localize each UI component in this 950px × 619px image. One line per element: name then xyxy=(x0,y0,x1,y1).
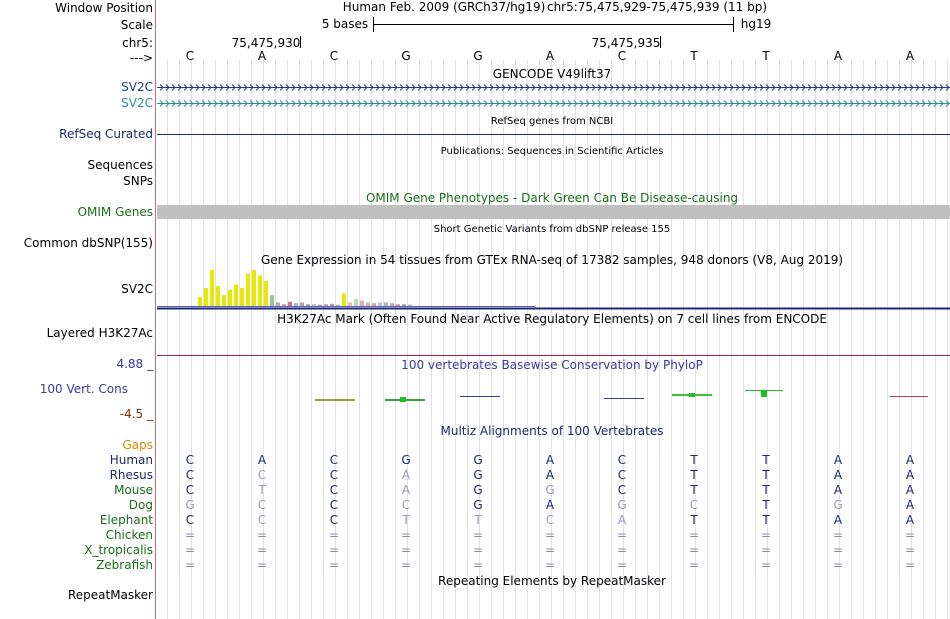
alignment-base: C xyxy=(185,468,195,482)
alignment-base: = xyxy=(688,528,700,542)
reference-base: T xyxy=(690,49,698,63)
alignment-base: C xyxy=(617,483,627,497)
alignment-base: A xyxy=(833,468,843,482)
alignment-base: C xyxy=(329,468,339,482)
alignment-base: = xyxy=(328,528,340,542)
alignment-base: C xyxy=(329,453,339,467)
pubs-label-sequences[interactable]: Sequences xyxy=(87,158,153,172)
species-label: X_tropicalis xyxy=(84,543,153,557)
alignment-base: T xyxy=(474,513,482,527)
window-position-label: Window Position xyxy=(55,1,153,15)
species-label: Human xyxy=(109,453,153,467)
chrom-label: chr5: xyxy=(122,36,153,50)
species-label: Elephant xyxy=(99,513,153,527)
alignment-base: T xyxy=(762,468,770,482)
multiz-title[interactable]: Multiz Alignments of 100 Vertebrates xyxy=(440,424,664,438)
alignment-base: G xyxy=(833,498,843,512)
alignment-base: = xyxy=(904,528,916,542)
alignment-base: = xyxy=(760,558,772,572)
coord-2: 75,475,935 xyxy=(591,36,661,50)
repeatmasker-label[interactable]: RepeatMasker xyxy=(67,588,153,602)
alignment-base: = xyxy=(688,558,700,572)
species-label: Dog xyxy=(128,498,153,512)
dbsnp-title[interactable]: Short Genetic Variants from dbSNP release 155 xyxy=(433,224,671,235)
phylop-max-label: 4.88 _ xyxy=(116,357,153,371)
alignment-base: A xyxy=(905,498,915,512)
reference-base: T xyxy=(762,49,770,63)
strand-label: ---> xyxy=(129,51,153,65)
reference-base: A xyxy=(905,49,915,63)
alignment-base: = xyxy=(544,528,556,542)
alignment-base: G xyxy=(473,468,483,482)
alignment-base: C xyxy=(329,483,339,497)
alignment-base: = xyxy=(184,558,196,572)
reference-base: A xyxy=(833,49,843,63)
assembly-text: Human Feb. 2009 (GRCh37/hg19) xyxy=(342,0,546,14)
refseq-title[interactable]: RefSeq genes from NCBI xyxy=(490,116,614,127)
alignment-base: T xyxy=(762,483,770,497)
alignment-base: G xyxy=(401,453,411,467)
alignment-base: C xyxy=(401,498,411,512)
alignment-base: = xyxy=(832,558,844,572)
alignment-base: C xyxy=(617,453,627,467)
alignment-base: A xyxy=(905,483,915,497)
alignment-base: = xyxy=(544,543,556,557)
alignment-base: = xyxy=(832,528,844,542)
omim-title[interactable]: OMIM Gene Phenotypes - Dark Green Can Be Disease-causing xyxy=(365,191,739,205)
alignment-base: G xyxy=(473,483,483,497)
alignment-base: A xyxy=(833,513,843,527)
alignment-base: G xyxy=(617,498,627,512)
alignment-base: A xyxy=(905,453,915,467)
alignment-base: C xyxy=(257,468,267,482)
scale-text: 5 bases xyxy=(321,17,369,31)
alignment-base: A xyxy=(545,453,555,467)
alignment-base: A xyxy=(401,483,411,497)
h3k27ac-title[interactable]: H3K27Ac Mark (Often Found Near Active Regulatory Elements) on 7 cell lines from ENCODE xyxy=(277,312,827,326)
alignment-base: C xyxy=(185,513,195,527)
phylop-title[interactable]: 100 vertebrates Basewise Conservation by PhyloP xyxy=(401,358,703,372)
scale-label: Scale xyxy=(120,18,153,32)
alignment-base: C xyxy=(257,513,267,527)
alignment-base: = xyxy=(184,543,196,557)
reference-base: C xyxy=(329,49,339,63)
position-text: chr5:75,475,929-75,475,939 (11 bp) xyxy=(546,0,768,14)
alignment-base: = xyxy=(328,558,340,572)
alignment-base: A xyxy=(401,468,411,482)
gaps-label: Gaps xyxy=(122,438,153,452)
alignment-base: C xyxy=(329,498,339,512)
gencode-title[interactable]: GENCODE V49lift37 xyxy=(492,67,612,81)
alignment-base: T xyxy=(690,513,698,527)
alignment-base: T xyxy=(402,513,410,527)
reference-base: C xyxy=(185,49,195,63)
reference-base: A xyxy=(545,49,555,63)
alignment-base: = xyxy=(256,528,268,542)
alignment-base: = xyxy=(400,558,412,572)
alignment-base: = xyxy=(760,543,772,557)
alignment-base: T xyxy=(690,453,698,467)
alignment-base: = xyxy=(184,528,196,542)
pubs-label-snps[interactable]: SNPs xyxy=(123,174,153,188)
alignment-base: T xyxy=(690,483,698,497)
alignment-base: G xyxy=(473,498,483,512)
db-text: hg19 xyxy=(740,17,772,31)
reference-base: C xyxy=(617,49,627,63)
alignment-base: = xyxy=(904,543,916,557)
alignment-base: C xyxy=(689,498,699,512)
alignment-base: G xyxy=(545,483,555,497)
alignment-base: A xyxy=(833,453,843,467)
alignment-base: = xyxy=(760,528,772,542)
alignment-base: T xyxy=(762,513,770,527)
species-label: Rhesus xyxy=(109,468,153,482)
alignment-base: = xyxy=(400,543,412,557)
alignment-base: T xyxy=(690,468,698,482)
alignment-base: T xyxy=(258,483,266,497)
alignment-base: = xyxy=(472,543,484,557)
alignment-base: G xyxy=(473,453,483,467)
alignment-base: = xyxy=(616,558,628,572)
coord-1: 75,475,930 xyxy=(231,36,301,50)
gtex-label[interactable]: SV2C xyxy=(121,282,153,296)
alignment-base: = xyxy=(832,543,844,557)
alignment-base: C xyxy=(185,483,195,497)
dbsnp-label[interactable]: Common dbSNP(155) xyxy=(23,236,153,250)
alignment-base: = xyxy=(688,543,700,557)
alignment-base: = xyxy=(328,543,340,557)
alignment-base: A xyxy=(833,483,843,497)
alignment-base: = xyxy=(472,558,484,572)
alignment-base: T xyxy=(762,453,770,467)
h3k27ac-label[interactable]: Layered H3K27Ac xyxy=(46,326,153,340)
alignment-base: = xyxy=(472,528,484,542)
alignment-base: T xyxy=(762,498,770,512)
alignment-base: A xyxy=(545,468,555,482)
repeatmasker-title[interactable]: Repeating Elements by RepeatMasker xyxy=(438,574,666,588)
reference-base: G xyxy=(401,49,411,63)
alignment-base: C xyxy=(257,498,267,512)
gtex-title[interactable]: Gene Expression in 54 tissues from GTEx RNA-seq of 17382 samples, 948 donors (V8, Aug 2019) xyxy=(260,253,844,267)
gencode-label-2[interactable]: SV2C xyxy=(121,96,153,110)
alignment-base: A xyxy=(905,513,915,527)
alignment-base: = xyxy=(616,543,628,557)
alignment-base: = xyxy=(256,558,268,572)
alignment-base: C xyxy=(545,513,555,527)
alignment-base: = xyxy=(616,528,628,542)
alignment-base: C xyxy=(185,453,195,467)
alignment-base: A xyxy=(617,513,627,527)
alignment-base: = xyxy=(400,528,412,542)
alignment-base: G xyxy=(185,498,195,512)
refseq-label[interactable]: RefSeq Curated xyxy=(59,127,153,141)
alignment-base: = xyxy=(544,558,556,572)
species-label: Mouse xyxy=(114,483,153,497)
alignment-base: = xyxy=(904,558,916,572)
reference-base: G xyxy=(473,49,483,63)
alignment-base: C xyxy=(329,513,339,527)
phylop-label[interactable]: 100 Vert. Cons xyxy=(39,382,128,396)
species-label: Zebrafish xyxy=(96,558,153,572)
alignment-base: A xyxy=(905,468,915,482)
reference-base: A xyxy=(257,49,267,63)
phylop-min-label: -4.5 _ xyxy=(119,407,153,421)
alignment-base: C xyxy=(617,468,627,482)
species-label: Chicken xyxy=(105,528,153,542)
alignment-base: A xyxy=(257,453,267,467)
alignment-base: A xyxy=(545,498,555,512)
omim-label[interactable]: OMIM Genes xyxy=(77,205,153,219)
gencode-label-1[interactable]: SV2C xyxy=(121,80,153,94)
pubs-title[interactable]: Publications: Sequences in Scientific Articles xyxy=(440,146,664,157)
alignment-base: = xyxy=(256,543,268,557)
